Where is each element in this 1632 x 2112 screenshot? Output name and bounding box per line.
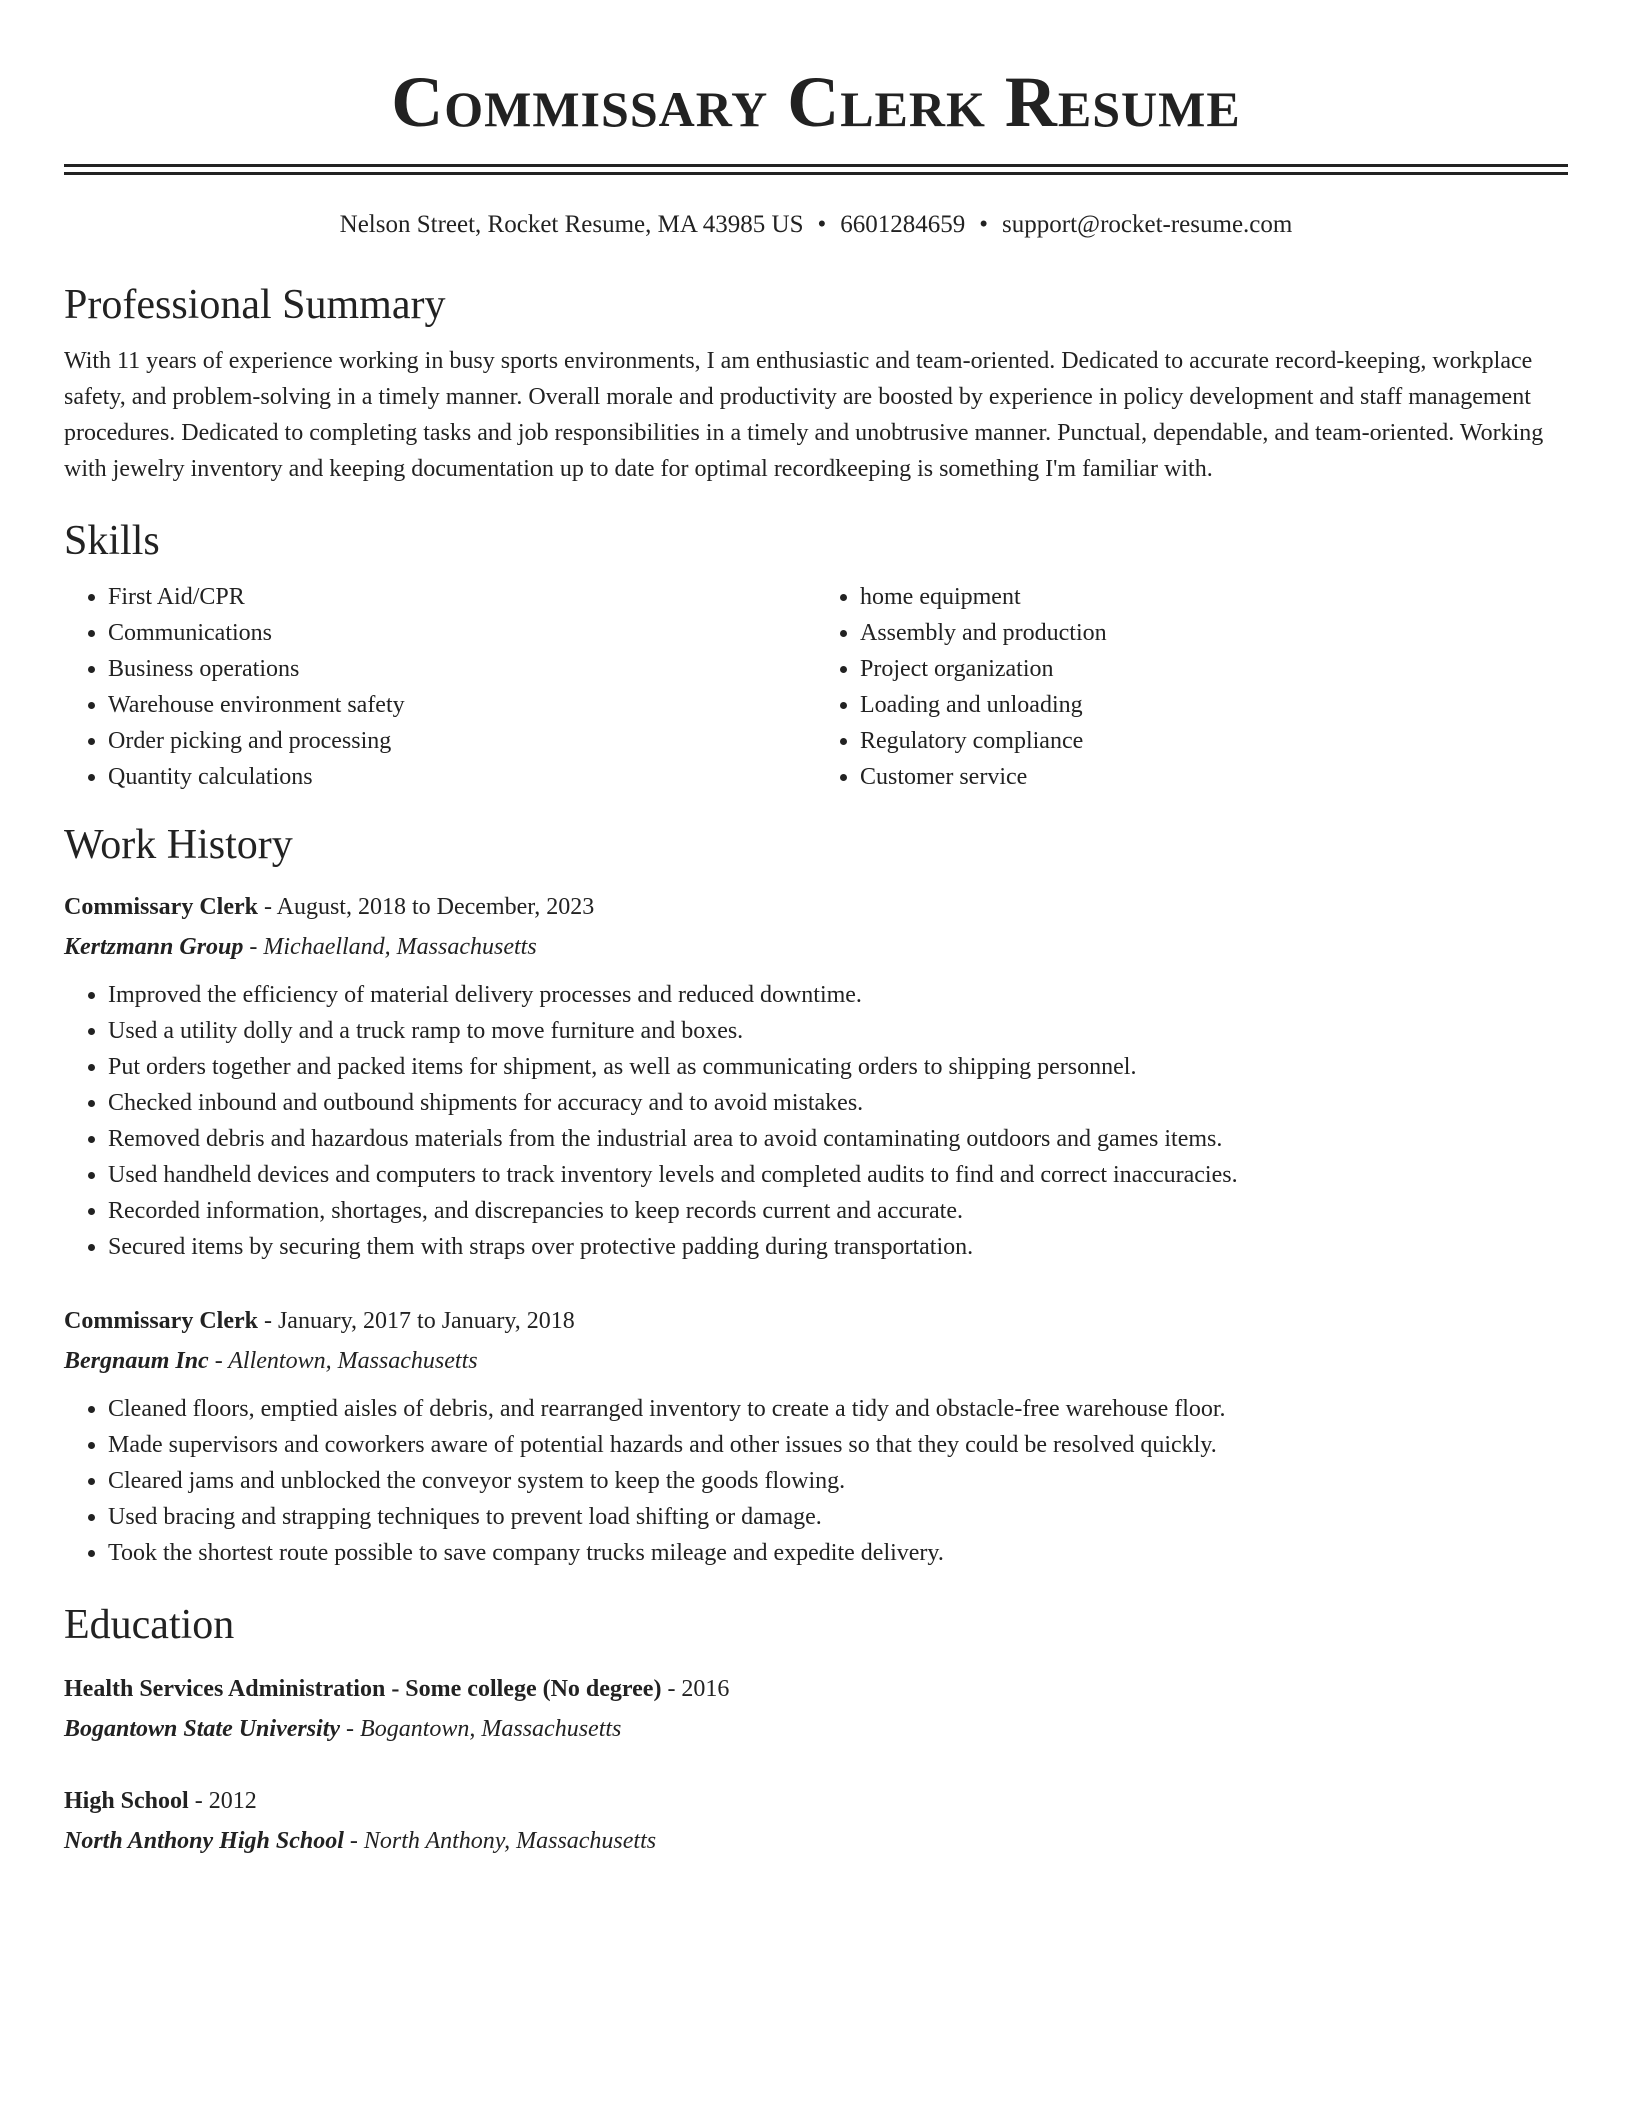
skill-item: • Project organization [860, 651, 1568, 687]
company-location: - Michaelland, Massachusetts [243, 934, 537, 960]
job-bullets [64, 977, 1568, 1265]
job-bullet: • Used a utility dolly and a truck ramp to move furniture and boxes. [108, 1013, 1568, 1049]
school-line [64, 1709, 1568, 1749]
job-bullet: • Used bracing and strapping techniques to prevent load shifting or damage. [108, 1499, 1568, 1535]
degree-line [64, 1669, 1568, 1709]
job-bullet: • Secured items by securing them with straps over protective padding during transportation. [108, 1229, 1568, 1265]
degree-name: Health Services Administration - Some college (No degree) [64, 1676, 662, 1702]
degree-line [64, 1781, 1568, 1821]
job-bullet: • Cleared jams and unblocked the conveyor system to keep the goods flowing. [108, 1463, 1568, 1499]
degree-year: - 2016 [661, 1676, 730, 1702]
company-line [64, 1341, 1568, 1381]
job-bullet: • Recorded information, shortages, and discrepancies to keep records current and accurate. [108, 1193, 1568, 1229]
school-location: - Bogantown, Massachusetts [340, 1716, 622, 1742]
skill-item: • Customer service [860, 759, 1568, 795]
contact-phone: 6601284659 [840, 211, 966, 238]
job-bullet: • Took the shortest route possible to save company trucks mileage and expedite delivery. [108, 1535, 1568, 1571]
job-bullet: • Removed debris and hazardous materials from the industrial area to avoid contaminating outdoors and games items. [108, 1121, 1568, 1157]
education-heading: Education [64, 1602, 235, 1648]
job-title-line [64, 887, 1568, 927]
job-bullet: • Made supervisors and coworkers aware of potential hazards and other issues so that they could be resolved quickly. [108, 1427, 1568, 1463]
job-entry [64, 1301, 1568, 1571]
job-bullet: • Improved the efficiency of material delivery processes and reduced downtime. [108, 977, 1568, 1013]
skills-right-column [816, 579, 1568, 795]
job-bullet: • Checked inbound and outbound shipments for accuracy and to avoid mistakes. [108, 1085, 1568, 1121]
contact-address: Nelson Street, Rocket Resume, MA 43985 US [339, 211, 804, 238]
contact-separator: • [979, 211, 989, 238]
job-title: Commissary Clerk [64, 894, 258, 920]
double-rule-divider [64, 164, 1568, 175]
company-location: - Allentown, Massachusetts [208, 1348, 478, 1374]
skill-item: • Warehouse environment safety [108, 687, 816, 723]
skill-item: • Assembly and production [860, 615, 1568, 651]
degree-name: High School [64, 1788, 189, 1814]
skill-item: • Loading and unloading [860, 687, 1568, 723]
skill-item: • Regulatory compliance [860, 723, 1568, 759]
job-bullet: • Used handheld devices and computers to track inventory levels and completed audits to find and correct inaccuracies. [108, 1157, 1568, 1193]
company-name: Bergnaum Inc [64, 1348, 209, 1374]
education-entry [64, 1781, 1568, 1861]
summary-heading: Professional Summary [64, 282, 446, 328]
skills-heading: Skills [64, 518, 160, 564]
job-dates: - August, 2018 to December, 2023 [257, 894, 595, 920]
school-line [64, 1821, 1568, 1861]
work-history-heading: Work History [64, 822, 293, 868]
company-name: Kertzmann Group [64, 934, 244, 960]
degree-year: - 2012 [188, 1788, 257, 1814]
education-entry [64, 1669, 1568, 1749]
job-bullets [64, 1391, 1568, 1571]
school-name: Bogantown State University [64, 1716, 341, 1742]
job-bullet: • Cleaned floors, emptied aisles of debris, and rearranged inventory to create a tidy and obstacle-free warehouse floor. [108, 1391, 1568, 1427]
resume-title: Commissary Clerk Resume [391, 62, 1241, 142]
school-location: - North Anthony, Massachusetts [343, 1828, 657, 1854]
contact-separator: • [817, 211, 827, 238]
job-title: Commissary Clerk [64, 1308, 258, 1334]
skill-item: • Order picking and processing [108, 723, 816, 759]
skill-item: • First Aid/CPR [108, 579, 816, 615]
job-title-line [64, 1301, 1568, 1341]
skill-item: • Communications [108, 615, 816, 651]
skill-item: • home equipment [860, 579, 1568, 615]
summary-text: With 11 years of experience working in busy sports environments, I am enthusiastic and team-oriented. Dedicated to accurate record-keeping, workplace safety, and problem-solving in a timely manner. Overall morale and productivity are boosted by experience in policy development and staff management procedures. Dedicated to completing tasks and job responsibilities in a timely and unobtrusive manner. Punctual, dependable, and team-oriented. Working with jewelry inventory and keeping documentation up to date for optimal recordkeeping is something I'm familiar with. [64, 348, 1544, 482]
contact-line [64, 209, 1568, 241]
company-line [64, 927, 1568, 967]
school-name: North Anthony High School [64, 1828, 344, 1854]
skill-item: • Business operations [108, 651, 816, 687]
contact-email: support@rocket-resume.com [1002, 211, 1293, 238]
skill-item: • Quantity calculations [108, 759, 816, 795]
job-entry [64, 887, 1568, 1265]
job-bullet: • Put orders together and packed items for shipment, as well as communicating orders to shipping personnel. [108, 1049, 1568, 1085]
skills-grid [64, 579, 1568, 795]
skills-left-column [64, 579, 816, 795]
job-dates: - January, 2017 to January, 2018 [257, 1308, 575, 1334]
